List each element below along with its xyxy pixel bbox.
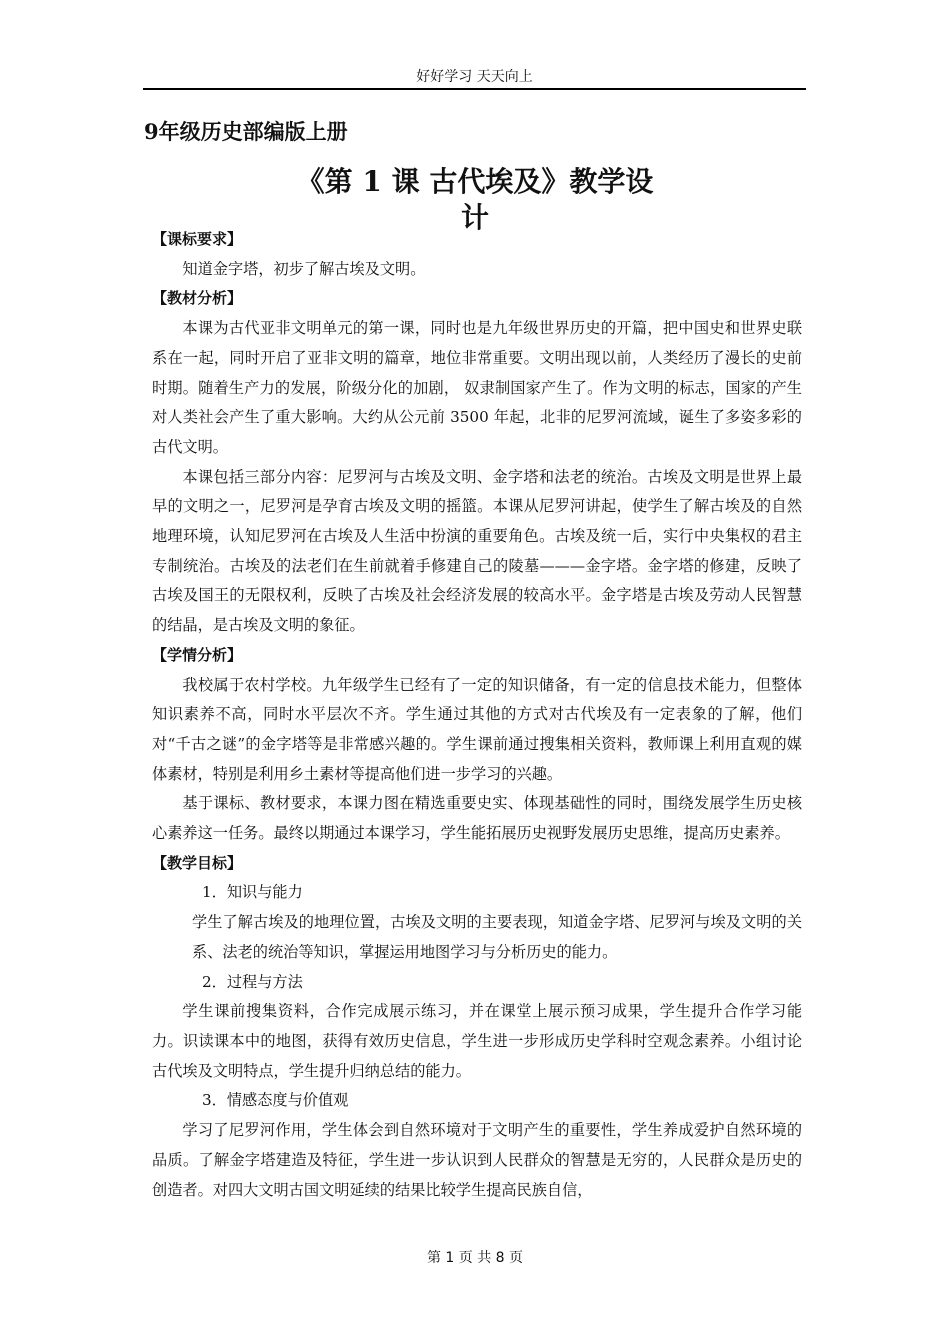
page-footer: 第 1 页 共 8 页 — [426, 1250, 524, 1266]
paragraph: 我校属于农村学校。九年级学生已经有了一定的知识储备，有一定的信息技术能力，但整体知识素养不高，同时水平层次不齐。学生通过其他的方式对古代埃及有一定表象的了解，他们对“千古之谜”的金字塔等是非常感兴趣的。学生课前通过搜集相关资料，教师课上利用直观的媒体素材，特别是利用乡土素材等提高他们进一步学习的兴趣。 — [152, 675, 802, 783]
document-body — [152, 225, 802, 1205]
document-title-line1: 《第 1 课 古代埃及》教学设 — [296, 165, 654, 198]
paragraph: 基于课标、教材要求，本课力图在精选重要史实、体现基础性的同时，围绕发展学生历史核心素养这一任务。最终以期通过本课学习，学生能拓展历史视野发展历史思维，提高历史素养。 — [152, 794, 802, 843]
section-heading-mubiao: 【教学目标】 — [152, 853, 243, 872]
paragraph: 学生课前搜集资料，合作完成展示练习，并在课堂上展示预习成果，学生提升合作学习能力。识读课本中的地图，获得有效历史信息，学生进一步形成历史学科时空观念素养。小组讨论古代埃及文明特点，学生提升归纳总结的能力。 — [152, 1002, 802, 1080]
subsection-heading: 2．过程与方法 — [202, 972, 303, 991]
section-heading-xueqing: 【学情分析】 — [152, 645, 243, 664]
paragraph: 本课为古代亚非文明单元的第一课，同时也是九年级世界历史的开篇，把中国史和世界史联系在一起，同时开启了亚非文明的篇章，地位非常重要。文明出现以前，人类经历了漫长的史前时期。随着生产力的发展，阶级分化的加剧， 奴隶制国家产生了。作为文明的标志，国家的产生对人类社会产生了重大影响。大约从公元前 3500 年起，北非的尼罗河流域，诞生了多姿多彩的古代文明。 — [152, 319, 802, 456]
subsection-heading: 3．情感态度与价值观 — [202, 1091, 349, 1110]
paragraph: 本课包括三部分内容：尼罗河与古埃及文明、金字塔和法老的统治。古埃及文明是世界上最早的文明之一，尼罗河是孕育古埃及文明的摇篮。本课从尼罗河讲起，使学生了解古埃及的自然地理环境，认知尼罗河在古埃及人生活中扮演的重要角色。古埃及统一后，实行中央集权的君主专制统治。古埃及的法老们在生前就着手修建自己的陵墓———金字塔。金字塔的修建，反映了古埃及国王的无限权利，反映了古埃及社会经济发展的较高水平。金字塔是古埃及劳动人民智慧的结晶，是古埃及文明的象征。 — [152, 467, 802, 635]
document-subtitle: 9年级历史部编版上册 — [144, 119, 348, 144]
document-title-line2: 计 — [460, 201, 489, 234]
paragraph: 知道金字塔，初步了解古埃及文明。 — [182, 259, 426, 278]
section-heading-jiaocai: 【教材分析】 — [152, 289, 243, 308]
paragraph: 学生了解古埃及的地理位置，古埃及文明的主要表现，知道金字塔、尼罗河与埃及文明的关系、法老的统治等知识，掌握运用地图学习与分析历史的能力。 — [192, 913, 802, 961]
section-heading-kebiao: 【课标要求】 — [152, 230, 243, 248]
paragraph: 学习了尼罗河作用，学生体会到自然环境对于文明产生的重要性，学生养成爱护自然环境的品质。了解金字塔建造及特征，学生进一步认识到人民群众的智慧是无穷的，人民群众是历史的创造者。对四大文明古国文明延续的结果比较学生提高民族自信， — [152, 1121, 802, 1199]
page-header: 好好学习 天天向上 — [143, 66, 806, 90]
subsection-heading: 1．知识与能力 — [202, 883, 303, 902]
